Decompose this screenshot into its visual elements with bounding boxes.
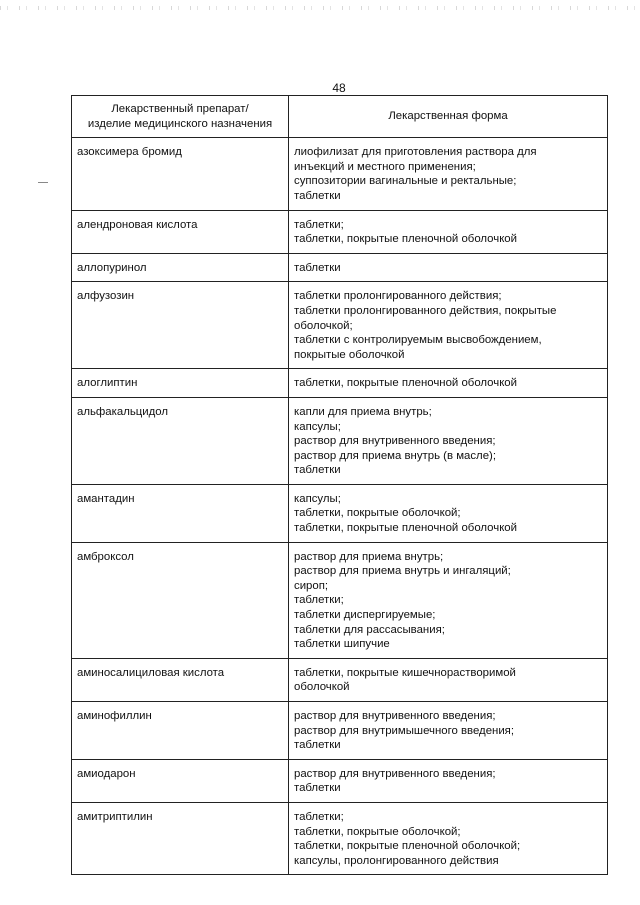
- table-row: [72, 138, 608, 210]
- dosage-form-cell: [289, 397, 608, 484]
- drug-name: алфузозин: [77, 290, 135, 303]
- table-row: [72, 253, 608, 282]
- header-line: изделие медицинского назначения: [87, 117, 273, 130]
- table-row: [72, 702, 608, 760]
- drug-name: алоглиптин: [77, 377, 138, 390]
- dosage-form-line: капсулы;: [294, 492, 341, 505]
- dosage-form-line: таблетки, покрытые пленочной оболочкой;: [294, 840, 521, 853]
- dosage-form-line: суппозитории вагинальные и ректальные;: [294, 175, 517, 188]
- drug-name-cell: [72, 369, 289, 398]
- page-number: 48: [332, 81, 346, 95]
- drug-name: амиодарон: [77, 767, 136, 780]
- drug-name-cell: [72, 802, 289, 874]
- table-row: [72, 282, 608, 369]
- drug-name-cell: [72, 397, 289, 484]
- drug-name: аллопуринол: [77, 261, 147, 274]
- dosage-form-line: покрытые оболочкой: [294, 348, 405, 361]
- dosage-form-line: таблетки;: [294, 594, 344, 607]
- dosage-form-line: раствор для приема внутрь (в масле);: [294, 449, 496, 462]
- dosage-form-line: инъекций и местного применения;: [294, 160, 476, 173]
- margin-mark: [38, 182, 48, 183]
- dosage-form-line: таблетки диспергируемые;: [294, 609, 436, 622]
- dosage-form-line: таблетки, покрытые оболочкой;: [294, 507, 461, 520]
- drug-name: алендроновая кислота: [77, 218, 198, 231]
- dosage-form-line: раствор для внутривенного введения;: [294, 767, 496, 780]
- drug-name-cell: [72, 253, 289, 282]
- dosage-form-line: таблетки шипучие: [294, 638, 390, 651]
- dosage-form-cell: [289, 802, 608, 874]
- dosage-form-line: капли для приема внутрь;: [294, 405, 432, 418]
- dosage-form-cell: [289, 702, 608, 760]
- dosage-form-line: раствор для приема внутрь;: [294, 550, 444, 563]
- dosage-form-line: капсулы;: [294, 420, 341, 433]
- drug-name-cell: [72, 282, 289, 369]
- dosage-form-line: раствор для приема внутрь и ингаляций;: [294, 565, 511, 578]
- dosage-form-cell: [289, 253, 608, 282]
- header-drug-name: [72, 96, 289, 138]
- header-line: Лекарственная форма: [388, 110, 508, 123]
- dosage-form-cell: [289, 210, 608, 253]
- dosage-form-line: оболочкой: [294, 681, 350, 694]
- drug-name-cell: [72, 702, 289, 760]
- table-row: [72, 210, 608, 253]
- header-dosage-form: [289, 96, 608, 138]
- table-row: [72, 759, 608, 802]
- dosage-form-line: раствор для внутривенного введения;: [294, 435, 496, 448]
- dosage-form-line: таблетки пролонгированного действия;: [294, 290, 502, 303]
- drug-name-cell: [72, 484, 289, 542]
- dosage-form-line: раствор для внутримышечного введения;: [294, 724, 515, 737]
- drug-name: амантадин: [77, 492, 135, 505]
- dosage-form-line: таблетки, покрытые пленочной оболочкой: [294, 233, 518, 246]
- drug-name-cell: [72, 138, 289, 210]
- table-row: [72, 397, 608, 484]
- table-row: [72, 369, 608, 398]
- dosage-form-line: таблетки, покрытые оболочкой;: [294, 825, 461, 838]
- dosage-form-line: таблетки;: [294, 810, 344, 823]
- dosage-form-line: сироп;: [294, 579, 329, 592]
- drug-name: амитриптилин: [77, 810, 153, 823]
- dosage-form-line: капсулы, пролонгированного действия: [294, 854, 499, 867]
- drug-name: амброксол: [77, 550, 134, 563]
- header-line: Лекарственный препарат/: [111, 103, 249, 115]
- drug-name-cell: [72, 658, 289, 701]
- dosage-form-line: таблетки: [294, 464, 341, 477]
- table-row: [72, 484, 608, 542]
- dosage-form-line: таблетки пролонгированного действия, покрытые: [294, 304, 557, 317]
- dosage-form-line: лиофилизат для приготовления раствора для: [294, 146, 537, 159]
- drug-forms-table: [71, 95, 608, 875]
- dosage-form-line: таблетки: [294, 739, 341, 752]
- dosage-form-cell: [289, 369, 608, 398]
- drug-name-cell: [72, 542, 289, 658]
- dosage-form-line: таблетки для рассасывания;: [294, 623, 445, 636]
- dosage-form-cell: [289, 138, 608, 210]
- table-row: [72, 542, 608, 658]
- dosage-form-cell: [289, 759, 608, 802]
- dosage-form-line: таблетки с контролируемым высвобождением,: [294, 334, 542, 347]
- table-header-row: [72, 96, 608, 138]
- dosage-form-cell: [289, 658, 608, 701]
- drug-name: аминосалициловая кислота: [77, 666, 225, 679]
- drug-name: азоксимера бромид: [77, 146, 182, 159]
- dosage-form-line: таблетки, покрытые пленочной оболочкой: [294, 522, 518, 535]
- dosage-form-line: таблетки: [294, 189, 341, 202]
- dosage-form-line: таблетки: [294, 261, 341, 274]
- dosage-form-cell: [289, 282, 608, 369]
- table-row: [72, 658, 608, 701]
- drug-name-cell: [72, 759, 289, 802]
- drug-name-cell: [72, 210, 289, 253]
- table-body: [72, 138, 608, 875]
- dosage-form-line: таблетки, покрытые кишечнорастворимой: [294, 666, 516, 679]
- dosage-form-line: таблетки, покрытые пленочной оболочкой: [294, 377, 518, 390]
- scan-artifact-strip: [0, 6, 640, 10]
- drug-name: аминофиллин: [77, 710, 152, 722]
- dosage-form-line: раствор для внутривенного введения;: [294, 710, 496, 722]
- dosage-form-line: оболочкой;: [294, 319, 353, 332]
- dosage-form-cell: [289, 542, 608, 658]
- drug-name: альфакальцидол: [77, 405, 169, 418]
- dosage-form-line: таблетки;: [294, 218, 344, 231]
- table-row: [72, 802, 608, 874]
- dosage-form-line: таблетки: [294, 782, 341, 795]
- dosage-form-cell: [289, 484, 608, 542]
